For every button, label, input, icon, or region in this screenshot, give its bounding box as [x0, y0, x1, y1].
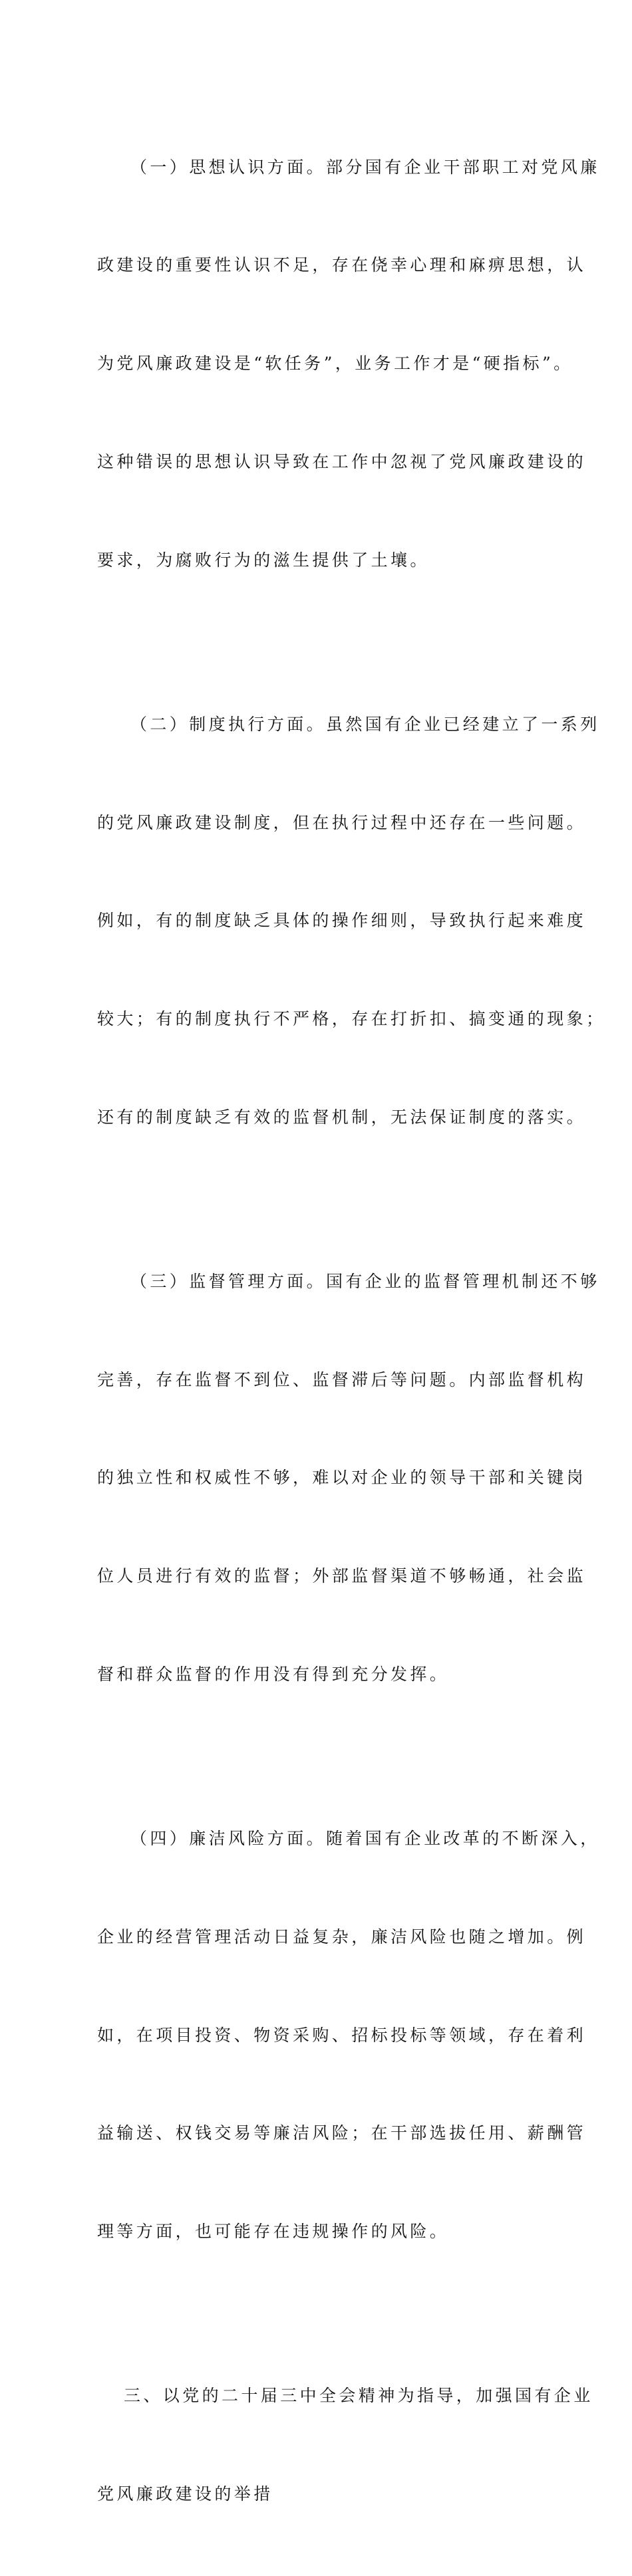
text-line: 要求，为腐败行为的滋生提供了土壤。: [97, 550, 430, 570]
text-line: 如，在项目投资、物资采购、招标投标等领域，存在着利: [97, 2025, 587, 2045]
document-body: [97, 85, 606, 2576]
text-line: 这种错误的思想认识导致在工作中忽视了党风廉政建设的: [97, 452, 587, 472]
paragraph-system-implementation: [97, 642, 606, 1199]
text-line: 三、以党的二十届三中全会精神为指导，加强国有企业: [124, 2385, 593, 2405]
text-line: （四）廉洁风险方面。随着国有企业改革的不断深入，: [130, 1828, 600, 1848]
text-line: 企业的经营管理活动日益复杂，廉洁风险也随之增加。例: [97, 1927, 587, 1946]
text-line: 例如，有的制度缺乏具体的操作细则，导致执行起来难度: [97, 911, 587, 931]
text-line: 政建设的重要性认识不足，存在侥幸心理和麻痹思想，认: [97, 255, 587, 275]
text-line: 理等方面，也可能存在违规操作的风险。: [97, 2222, 450, 2242]
text-line: 督和群众监督的作用没有得到充分发挥。: [97, 1665, 450, 1685]
text-line: 的党风廉政建设制度，但在执行过程中还存在一些问题。: [97, 812, 587, 832]
text-line: 党风廉政建设的举措: [97, 2484, 273, 2504]
text-line: 还有的制度缺乏有效的监督机制，无法保证制度的落实。: [97, 1108, 587, 1127]
paragraph-integrity-risk: [97, 1756, 600, 2313]
text-line: （二）制度执行方面。虽然国有企业已经建立了一系列: [130, 714, 600, 734]
text-line: 位人员进行有效的监督；外部监督渠道不够畅通，社会监: [97, 1566, 587, 1586]
text-line: 益输送、权钱交易等廉洁风险；在干部选拔任用、薪酬管: [97, 2123, 587, 2143]
section-heading-measures: [97, 2313, 593, 2575]
text-line: （三）监督管理方面。国有企业的监督管理机制还不够: [130, 1271, 600, 1291]
text-line: （一）思想认识方面。部分国有企业干部职工对党风廉: [130, 157, 600, 177]
paragraph-ideological-understanding: [97, 85, 600, 642]
text-line: 较大；有的制度执行不严格，存在打折扣、搞变通的现象；: [97, 1009, 606, 1029]
text-line: 的独立性和权威性不够，难以对企业的领导干部和关键岗: [97, 1468, 587, 1488]
text-line: 完善，存在监督不到位、监督滞后等问题。内部监督机构: [97, 1369, 587, 1389]
text-line: 为党风廉政建设是“软任务”，业务工作才是“硬指标”。: [97, 354, 573, 374]
paragraph-supervision-management: [97, 1199, 600, 1756]
